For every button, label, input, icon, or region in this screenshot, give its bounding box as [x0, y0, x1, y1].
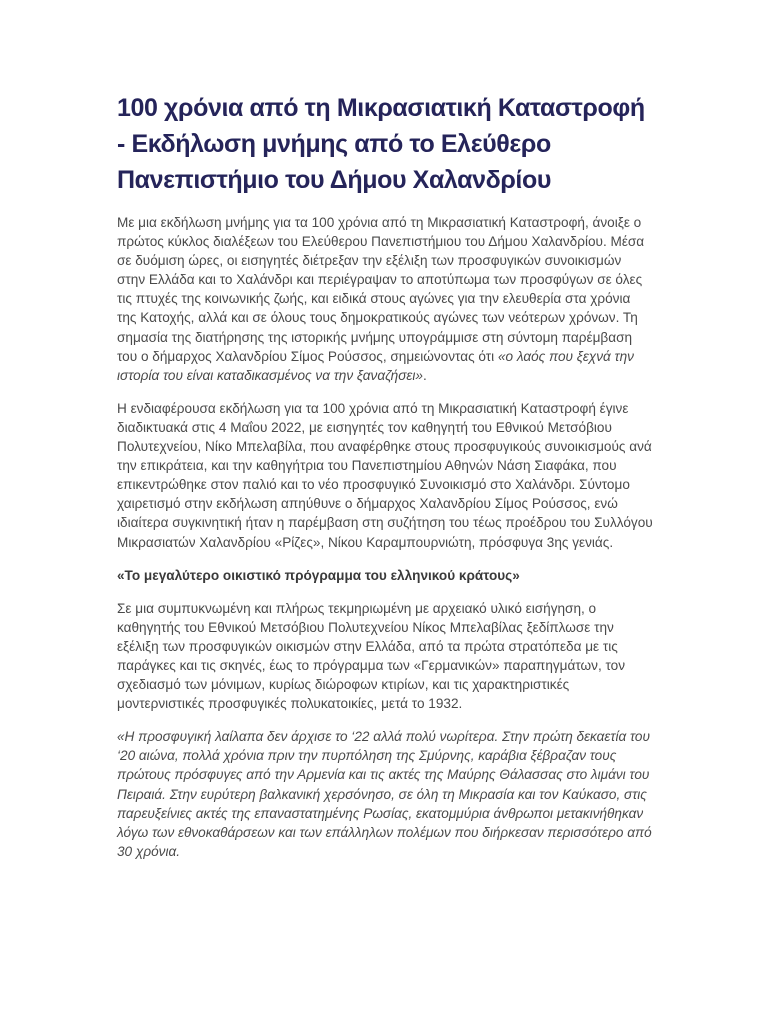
- article-quote: «Η προσφυγική λαίλαπα δεν άρχισε το ‘22 αλλά πολύ νωρίτερα. Στην πρώτη δεκαετία του ‘20 αιώνα, πολλά χρόνια πριν την πυρπόληση της Σμύρνης, καράβια ξέβραζαν τους πρώτους πρόσφυγες από την Αρμενία και τις ακτές της Μαύρης Θάλασσας στο λιμάνι του Πειραιά. Στην ευρύτερη βαλκανική χερσόνησο, σε όλη τη Μικρασία και τον Καύκασο, στις παρευξείνιες ακτές της επαναστατημένης Ρωσίας, εκατομμύρια άνθρωποι μετακινήθηκαν λόγω των εθνοκαθάρσεων και των επάλληλων πολέμων που διήρκεσαν περισσότερο από 30 χρόνια.: [117, 729, 652, 859]
- paragraph-text: Με μια εκδήλωση μνήμης για τα 100 χρόνια από τη Μικρασιατική Καταστροφή, άνοιξε ο πρώτος κύκλος διαλέξεων του Ελεύθερου Πανεπιστήμιου του Δήμου Χαλανδρίου. Μέσα σε δυόμιση ώρες, οι εισηγητές διέτρεξαν την εξέλιξη των προσφυγικών συνοικισμών στην Ελλάδα και το Χαλάνδρι και περιέγραψαν το αποτύπωμα των προσφύγων σε όλες τις πτυχές της κοινωνικής ζωής, και ειδικά στους αγώνες για την ελευθερία στα χρόνια της Κατοχής, αλλά και σε όλους τους δημοκρατικούς αγώνες των νεότερων χρόνων. Τη σημασία της διατήρησης της ιστορικής μνήμης υπογράμμισε στη σύντομη παρέμβαση του ο δήμαρχος Χαλανδρίου Σίμος Ρούσσος, σημειώνοντας ότι: [117, 215, 645, 364]
- article: [117, 90, 653, 861]
- article-title: 100 χρόνια από τη Μικρασιατική Καταστροφή - Εκδήλωση μνήμης από το Ελεύθερο Πανεπιστήμιο του Δήμου Χαλανδρίου: [117, 94, 645, 194]
- article-paragraph: Σε μια συμπυκνωμένη και πλήρως τεκμηριωμένη με αρχειακό υλικό εισήγηση, ο καθηγητής του Εθνικού Μετσόβιου Πολυτεχνείου Νίκος Μπελαβίλας ξεδίπλωσε την εξέλιξη των προσφυγικών οικισμών στην Ελλάδα, από τα πρώτα στρατόπεδα με τις παράγκες και τις σκηνές, έως το πρόγραμμα των «Γερμανικών» παραπηγμάτων, τον σχεδιασμό των μόνιμων, κυρίως διώροφων κτιρίων, και τις χαρακτηριστικές μοντερνιστικές προσφυγικές πολυκατοικίες, μετά το 1932.: [117, 600, 626, 712]
- paragraph-end: .: [422, 367, 427, 383]
- article-paragraph: Η ενδιαφέρουσα εκδήλωση για τα 100 χρόνια από τη Μικρασιατική Καταστροφή έγινε διαδικτυακά στις 4 Μαΐου 2022, με εισηγητές τον καθηγητή του Εθνικού Μετσόβιου Πολυτεχνείου, Νίκο Μπελαβίλα, που αναφέρθηκε στους προσφυγικούς συνοικισμούς ανά την επικράτεια, και την καθηγήτρια του Πανεπιστημίου Αθηνών Νάση Σιαφάκα, που επικεντρώθηκε στον παλιό και το νέο προσφυγικό Συνοικισμό στο Χαλάνδρι. Σύντομο χαιρετισμό στην εκδήλωση απηύθυνε ο δήμαρχος Χαλανδρίου Σίμος Ρούσσος, ενώ ιδιαίτερα συγκινητική ήταν η παρέμβαση στη συζήτηση του τέως προέδρου του Συλλόγου Μικρασιατών Χαλανδρίου «Ρίζες», Νίκου Καραμπουρνιώτη, πρόσφυγα 3ης γενιάς.: [117, 400, 653, 550]
- article-subheading: «Το μεγαλύτερο οικιστικό πρόγραμμα του ελληνικού κράτους»: [117, 567, 520, 583]
- mayor-quote: «ο λαός που ξεχνά την ιστορία του είναι καταδικασμένος να την ξαναζήσει»: [117, 348, 634, 383]
- article-paragraph: [117, 213, 653, 385]
